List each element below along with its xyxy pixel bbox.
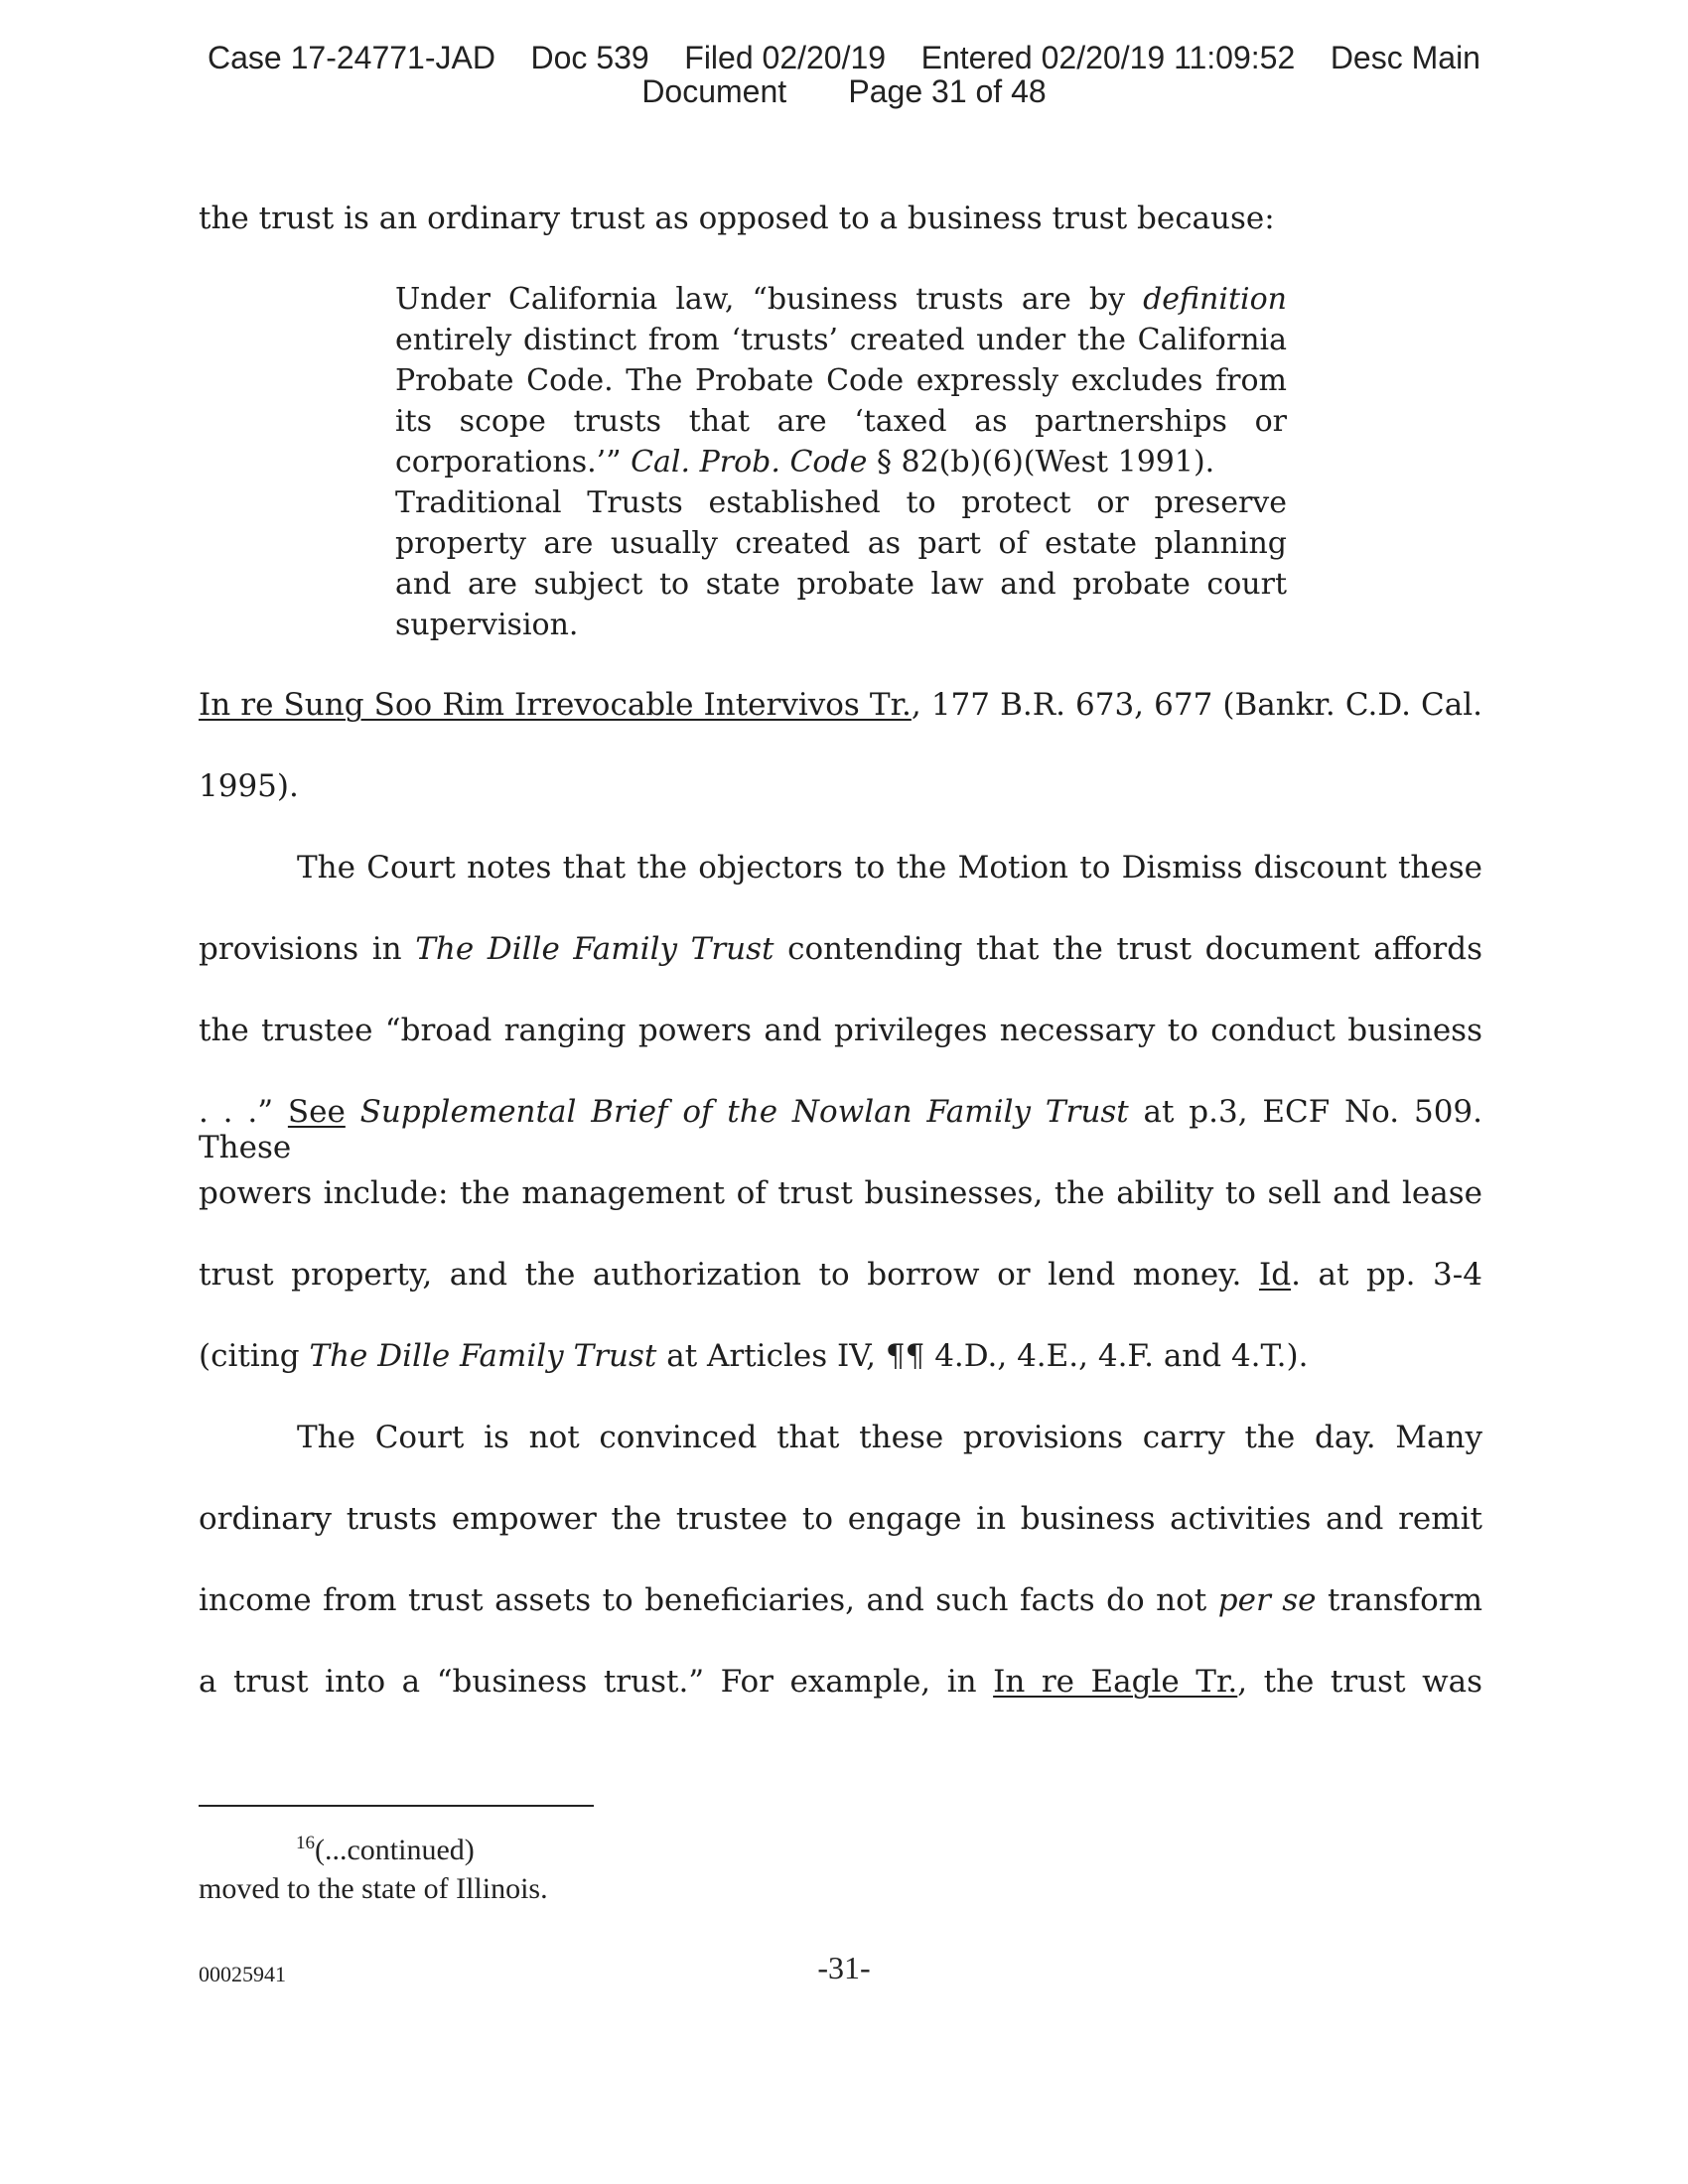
para1-line-5: powers include: the management of trust businesses, the ability to sell and lease xyxy=(199,1175,1482,1211)
para1-line-4: . . .” See Supplemental Brief of the Nowlan Family Trust at p.3, ECF No. 509. These xyxy=(199,1094,1482,1165)
footnote-number: 16 xyxy=(296,1833,315,1853)
para1-line-1: The Court notes that the objectors to the Motion to Dismiss discount these xyxy=(297,850,1482,886)
filed-date: Filed 02/20/19 xyxy=(684,40,887,75)
footnote-divider xyxy=(199,1805,594,1807)
page-number: -31- xyxy=(817,1950,871,1985)
lead-line: the trust is an ordinary trust as opposed to a business trust because: xyxy=(199,201,1275,236)
quote-line-1: Under California law, “business trusts are by definition xyxy=(395,282,1287,317)
quote-line-8: and are subject to state probate law and probate court xyxy=(395,567,1287,602)
para1-line-2: provisions in The Dille Family Trust contending that the trust document affords xyxy=(199,931,1483,967)
quote-line-6: Traditional Trusts established to protect or preserve xyxy=(395,485,1287,520)
para2-line-2: ordinary trusts empower the trustee to engage in business activities and remit xyxy=(199,1501,1482,1537)
quote-line-2: entirely distinct from ‘trusts’ created under the California xyxy=(395,323,1287,357)
quote-line-5: corporations.’” Cal. Prob. Code § 82(b)(6)(West 1991). xyxy=(395,445,1215,479)
para1-line-7: (citing The Dille Family Trust at Articles IV, ¶¶ 4.D., 4.E., 4.F. and 4.T.). xyxy=(199,1338,1309,1374)
citation-line: In re Sung Soo Rim Irrevocable Intervivos Tr., 177 B.R. 673, 677 (Bankr. C.D. Cal. xyxy=(199,687,1482,723)
case-number: Case 17-24771-JAD xyxy=(208,40,495,75)
para1-line-6: trust property, and the authorization to borrow or lend money. Id. at pp. 3-4 xyxy=(199,1257,1482,1293)
desc-main: Desc Main xyxy=(1330,40,1480,75)
document-id: 00025941 xyxy=(199,1962,286,1986)
court-header-line-1 xyxy=(0,40,1688,75)
footnote-continued: $^{16}$(...continued) xyxy=(296,1833,475,1866)
citation-year: 1995). xyxy=(199,768,299,804)
para2-line-3: income from trust assets to beneficiaries, and such facts do not per se transform xyxy=(199,1582,1482,1618)
case-citation-link: In re Sung Soo Rim Irrevocable Intervivos Tr. xyxy=(199,687,912,723)
quote-line-7: property are usually created as part of estate planning xyxy=(395,526,1287,561)
quote-line-3: Probate Code. The Probate Code expressly excludes from xyxy=(395,363,1287,398)
para2-line-4: a trust into a “business trust.” For example, in In re Eagle Tr., the trust was xyxy=(199,1664,1482,1700)
doc-number: Doc 539 xyxy=(530,40,649,75)
quote-line-9: supervision. xyxy=(395,608,579,642)
document-label: Document xyxy=(641,73,787,109)
block-quote xyxy=(395,279,1287,645)
para1-line-3: the trustee “broad ranging powers and privileges necessary to conduct business xyxy=(199,1013,1482,1048)
page-count: Page 31 of 48 xyxy=(848,73,1047,109)
court-header-line-2 xyxy=(0,73,1688,109)
quote-line-4: its scope trusts that are ‘taxed as partnerships or xyxy=(395,404,1287,439)
footnote-text: moved to the state of Illinois. xyxy=(199,1872,548,1905)
para2-line-1: The Court is not convinced that these provisions carry the day. Many xyxy=(297,1420,1482,1455)
entered-date: Entered 02/20/19 11:09:52 xyxy=(920,40,1296,75)
